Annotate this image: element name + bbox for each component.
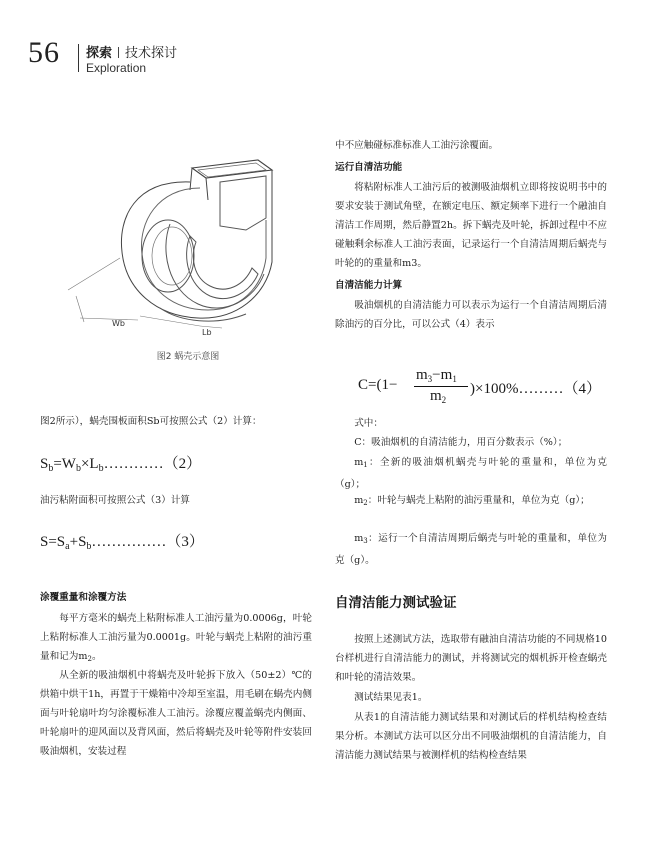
figure-label-lb: Lb xyxy=(202,328,212,337)
formula-2: $S_b=W_b\times L_b\dots\dots\dots\dots(2)$ xyxy=(40,456,202,474)
run-heading: 运行自清洁功能 xyxy=(335,162,403,173)
page-number: 56 xyxy=(28,36,60,69)
left-intro: 图2所示），蜗壳围板面积Sb可按照公式（2）计算： xyxy=(40,416,262,427)
calc-paragraph: 吸油烟机的自清洁能力可以表示为运行一个自清洁周期后清除油污的百分比，可以公式（4）表示 xyxy=(335,300,607,330)
header-separator xyxy=(118,47,119,58)
run-paragraph: 将粘附标准人工油污后的被测吸油烟机立即将按说明书中的要求安装于测试角壁，在额定电压、额定频率下进行一个融油自清洁工作周期，然后静置2h。拆下蜗壳及叶轮，拆卸过程中不应碰触剩余标准人工油污表面，记录运行一个自清洁周期后蜗壳与叶轮的的重量和m3。 xyxy=(335,182,607,269)
right-continuation: 中不应触碰标准标准人工油污涂覆面。 xyxy=(335,140,499,151)
figure-caption: 图2 蜗壳示意图 xyxy=(156,352,220,362)
where-label: 式中： xyxy=(354,418,383,429)
definition-c: C：吸油烟机的自清洁能力，用百分数表示（%）； xyxy=(354,437,568,448)
header-title xyxy=(86,42,177,61)
figure-label-wb: Wb xyxy=(112,319,125,328)
definition-m2: $m_2$：叶轮与蜗壳上粘附的油污重量和，单位为克（g）； xyxy=(354,495,590,507)
header-divider xyxy=(78,44,79,72)
header-section-en: Exploration xyxy=(86,61,147,75)
coat-heading: 涂覆重量和涂覆方法 xyxy=(40,592,127,603)
header-category: 技术探讨 xyxy=(125,46,178,61)
verify-paragraph-2: 测试结果见表1。 xyxy=(354,692,428,703)
verify-paragraph-3: 从表1的自清洁能力测试结果和对测试后的样机结构检查结果分析。本测试方法可以区分出不同吸油烟机的自清洁能力，自清洁能力测试结果与被测样机的结构检查结果 xyxy=(335,712,607,761)
fraction-bar xyxy=(414,386,468,387)
volute-casing-figure xyxy=(40,140,310,340)
verify-paragraph-1: 按照上述测试方法，选取带有融油自清洁功能的不同规格10台样机进行自清洁能力的测试，并将测试完的烟机拆开检查蜗壳和叶轮的清洁效果。 xyxy=(335,634,607,683)
header-section: 探索 xyxy=(86,46,113,61)
section-title: 自清洁能力测试验证 xyxy=(335,595,457,611)
oil-area-text: 油污粘附面积可按照公式（3）计算 xyxy=(40,495,191,506)
coat-paragraph-1: 每平方毫米的蜗壳上粘附标准人工油污量为0.0006g，叶轮上粘附标准人工油污量为0.0001g。叶轮与蜗壳上粘附的油污重量和记为$m_2$。 xyxy=(40,613,312,663)
definition-m1: $m_1$：全新的吸油烟机蜗壳与叶轮的重量和，单位为克（g）； xyxy=(335,457,607,490)
coat-paragraph-2: 从全新的吸油烟机中将蜗壳及叶轮拆下放入（50±2）℃的烘箱中烘干1h，再置于干燥箱中冷却至室温，用毛刷在蜗壳内侧面与叶轮扇叶均匀涂覆标准人工油污。涂覆应覆盖蜗壳内侧面、叶轮扇叶的迎风面以及背风面，然后将蜗壳及叶轮等附件安装回吸油烟机，安装过程 xyxy=(40,670,312,757)
formula-3: $S=S_a+S_b\dots\dots\dots\dots\dots(3)$ xyxy=(40,534,204,552)
definition-m3: $m_3$：运行一个自清洁周期后蜗壳与叶轮的重量和，单位为克（g）。 xyxy=(335,533,607,566)
calc-heading: 自清洁能力计算 xyxy=(335,280,403,291)
